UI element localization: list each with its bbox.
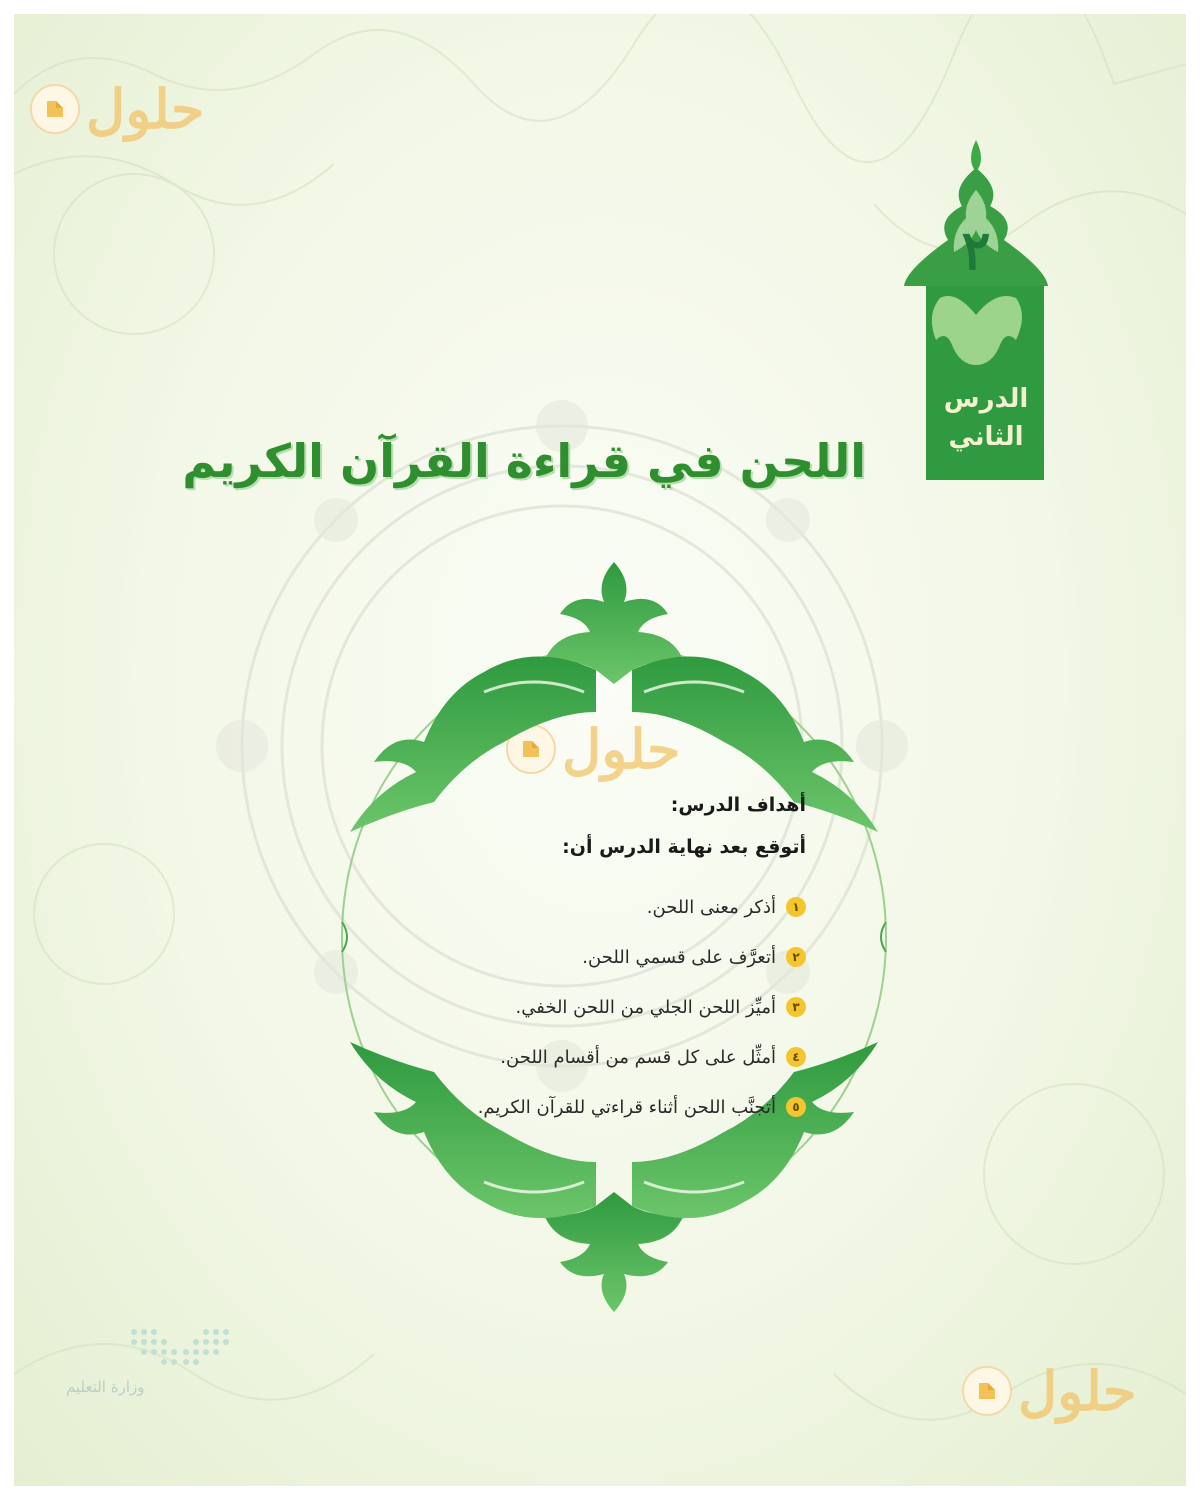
lesson-label-line2: الثاني [948, 422, 1024, 452]
book-icon [962, 1366, 1012, 1416]
objective-number: ١ [786, 897, 806, 917]
objective-number: ٢ [786, 947, 806, 967]
objective-text: أتجنَّب اللحن أثناء قراءتي للقرآن الكريم. [477, 1096, 776, 1118]
ministry-dots-logo [126, 1324, 236, 1368]
ministry-logo [66, 1324, 236, 1396]
objective-item [386, 932, 806, 982]
watermark-text: حلول [562, 717, 681, 781]
lesson-number: ٢ [961, 218, 991, 282]
objective-item [386, 1082, 806, 1132]
watermark-top-left [30, 77, 205, 141]
objective-number: ٣ [786, 997, 806, 1017]
objective-number: ٥ [786, 1097, 806, 1117]
objective-number: ٤ [786, 1047, 806, 1067]
objective-text: أذكر معنى اللحن. [646, 896, 776, 918]
objective-text: أميِّز اللحن الجلي من اللحن الخفي. [515, 996, 776, 1018]
objectives-heading: أهداف الدرس: [670, 794, 806, 816]
lesson-label [916, 380, 1056, 456]
watermark-text: حلول [86, 77, 205, 141]
lesson-label-line1: الدرس [943, 384, 1029, 414]
objectives-list [386, 882, 806, 1132]
watermark-bottom-right [962, 1359, 1137, 1423]
objective-item [386, 882, 806, 932]
objective-text: أمثِّل على كل قسم من أقسام اللحن. [500, 1046, 776, 1068]
lesson-objectives [386, 794, 806, 1132]
book-page [14, 14, 1186, 1486]
objectives-intro: أتوقع بعد نهاية الدرس أن: [562, 836, 806, 858]
book-icon [30, 84, 80, 134]
ministry-name: وزارة التعليم [66, 1378, 145, 1396]
objective-item [386, 1032, 806, 1082]
lesson-title: اللحن في قراءة القرآن الكريم [182, 434, 866, 488]
objective-item [386, 982, 806, 1032]
objective-text: أتعرَّف على قسمي اللحن. [582, 946, 776, 968]
lesson-badge [896, 140, 1056, 480]
watermark-text: حلول [1018, 1359, 1137, 1423]
